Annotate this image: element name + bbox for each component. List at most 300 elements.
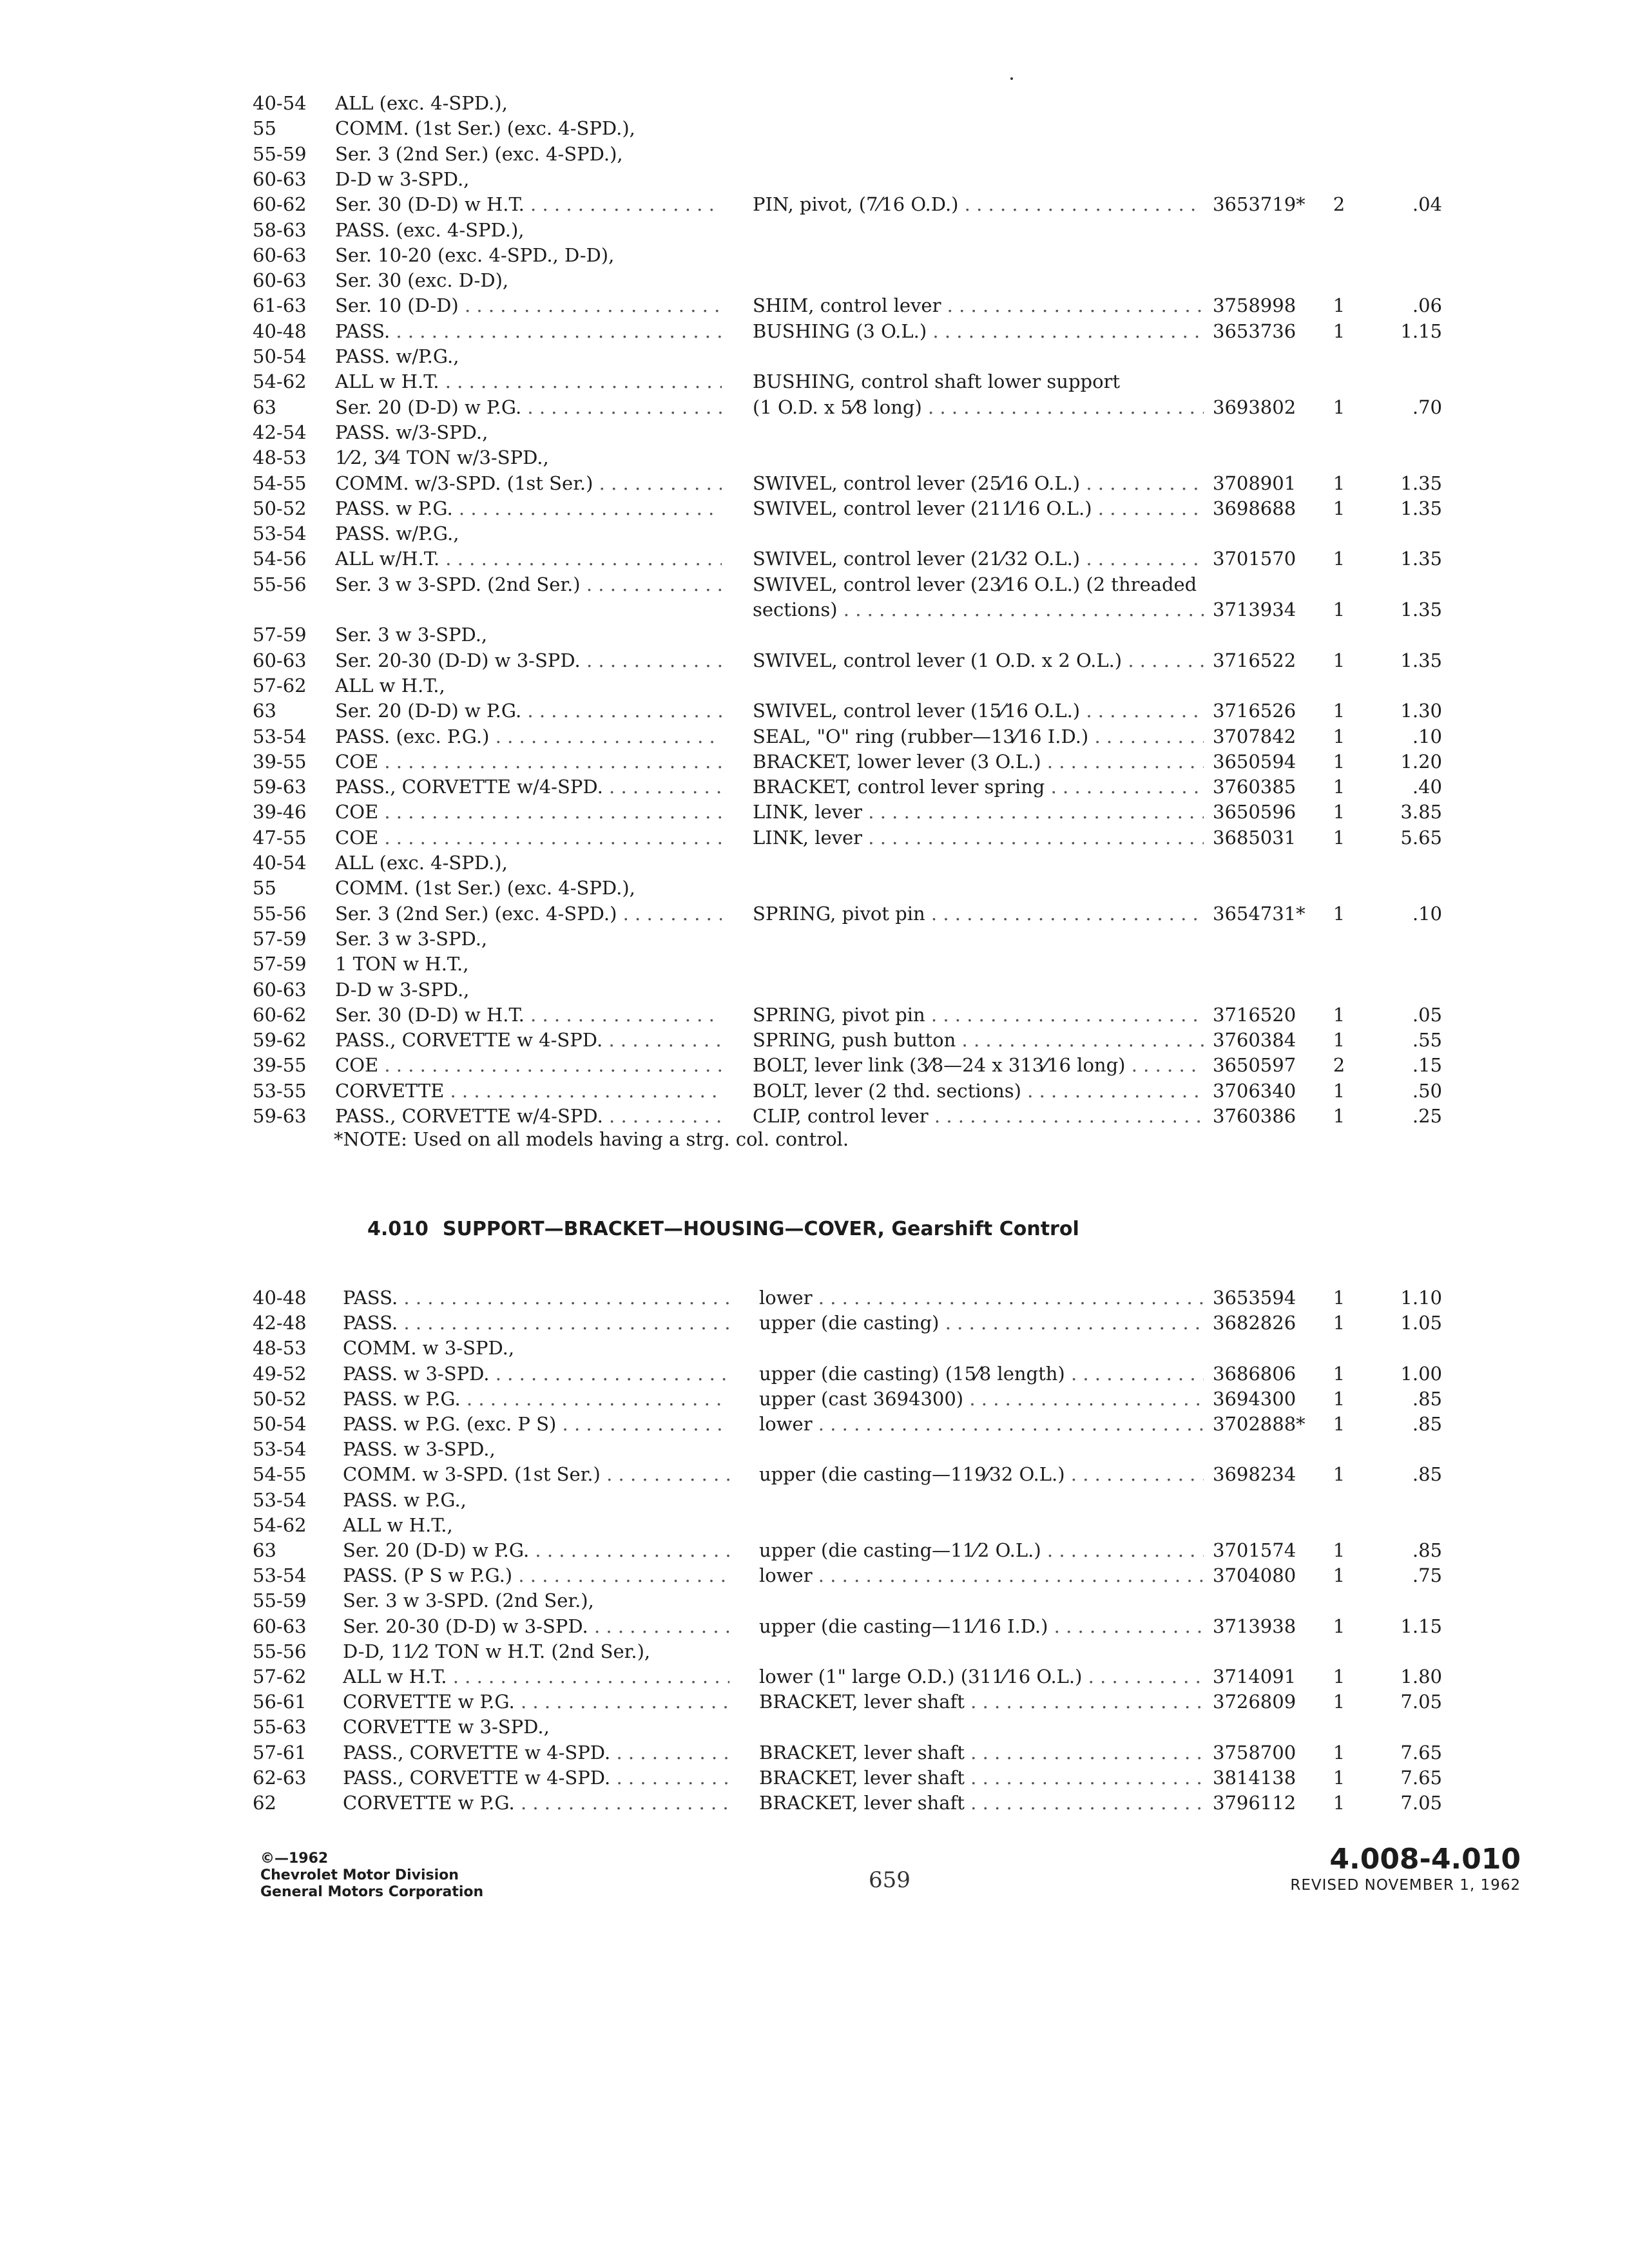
price-cell: .10 [1412,725,1442,747]
model-cell: PASS. w 3-SPD. . . . [343,1361,729,1387]
price-cell: .75 [1412,1564,1442,1587]
price-cell: 1.35 [1400,497,1442,519]
year-cell: 50-52 [253,1387,307,1410]
model-cell: COMM. w/3-SPD. (1st Ser.) . . . [335,470,722,496]
quantity-cell: 1 [1333,396,1345,418]
table-row [0,698,1629,724]
year-cell: 55-56 [253,1640,307,1662]
division-name: Chevrolet Motor Division [260,1867,459,1883]
part-number-cell: 3713938 [1213,1615,1296,1637]
model-cell: PASS. w P.G. (exc. P S) . . . [343,1411,729,1437]
year-cell: 59-63 [253,1105,307,1127]
quantity-cell: 1 [1333,1564,1345,1587]
part-number-cell: 3707842 [1213,725,1296,747]
year-cell: 55 [253,117,276,140]
model-cell: PASS., CORVETTE w 4-SPD. . . . [343,1740,729,1765]
table-row [0,343,1629,369]
part-number-cell: 3653594 [1213,1287,1296,1309]
part-number-cell: 3758998 [1213,294,1296,317]
table-row [0,850,1629,876]
model-cell: PASS. w/P.G., [335,523,459,545]
price-cell: 1.20 [1400,750,1442,773]
year-cell: 47-55 [253,826,307,849]
quantity-cell: 1 [1333,826,1345,849]
model-cell: Ser. 3 w 3-SPD., [335,624,488,646]
table-row [0,977,1629,1003]
table-row [0,419,1629,445]
table-row [0,1285,1629,1311]
table-row [0,774,1629,800]
part-cell: sections) . . . [753,597,1204,622]
model-cell: Ser. 30 (D-D) w H.T. . . . [335,1002,722,1028]
publisher-block [260,1850,483,1901]
part-cell: SWIVEL, control lever (211⁄16 O.L.) . . . [753,495,1204,521]
quantity-cell: 1 [1333,497,1345,519]
table-row [0,1386,1629,1412]
model-cell: CORVETTE w 3-SPD., [343,1716,550,1738]
table-row [0,724,1629,749]
table-row [0,1487,1629,1513]
table-row [0,1639,1629,1664]
part-number-cell: 3760384 [1213,1029,1296,1052]
quantity-cell: 1 [1333,1741,1345,1763]
model-cell: PASS. . . . [343,1310,729,1336]
table-row [0,1027,1629,1053]
part-cell: upper (cast 3694300) . . . [759,1386,1204,1412]
part-cell: CLIP, control lever . . . [753,1103,1204,1129]
model-cell: ALL w H.T., [335,674,445,697]
part-number-cell: 3693802 [1213,396,1296,418]
price-cell: 1.35 [1400,472,1442,494]
table-row [0,1689,1629,1715]
model-cell: PASS. w P.G. . . . [343,1386,729,1412]
year-cell: 61-63 [253,294,307,317]
model-cell: PASS., CORVETTE w 4-SPD. . . . [335,1027,722,1053]
year-cell: 54-55 [253,1463,307,1486]
year-cell: 57-59 [253,953,307,975]
table-row [0,318,1629,344]
model-cell: 1 TON w H.T., [335,953,469,975]
model-cell: COE . . . [335,825,722,850]
table-row [0,901,1629,927]
quantity-cell: 1 [1333,725,1345,747]
part-number-cell: 3706340 [1213,1079,1296,1102]
model-cell: D-D w 3-SPD., [335,168,470,190]
part-number-cell: 3686806 [1213,1362,1296,1385]
quantity-cell: 1 [1333,700,1345,722]
table-row [0,1361,1629,1387]
table-row [0,1588,1629,1613]
quantity-cell: 1 [1333,1079,1345,1102]
quantity-cell: 1 [1333,599,1345,620]
model-cell: PASS. (exc. 4-SPD.), [335,218,525,241]
model-cell: Ser. 10 (D-D) . . . [335,293,722,318]
model-cell: D-D, 11⁄2 TON w H.T. (2nd Ser.), [343,1640,651,1662]
year-cell: 53-54 [253,523,307,545]
model-cell: COMM. (1st Ser.) (exc. 4-SPD.), [335,117,635,140]
part-cell: upper (die casting—11⁄2 O.L.) . . . [759,1537,1204,1563]
year-cell: 55-63 [253,1716,307,1738]
table-row [0,951,1629,977]
table-row [0,546,1629,572]
corporation-name: General Motors Corporation [260,1884,484,1900]
year-cell: 60-63 [253,978,307,1001]
model-cell: COMM. (1st Ser.) (exc. 4-SPD.), [335,877,635,899]
part-cell: lower . . . [759,1562,1204,1588]
model-cell: PASS., CORVETTE w 4-SPD. . . . [343,1765,729,1791]
part-number-cell: 3714091 [1213,1666,1296,1687]
model-cell: Ser. 10-20 (exc. 4-SPD., D-D), [335,244,615,266]
table-row [0,166,1629,192]
model-cell: PASS. w 3-SPD., [343,1438,496,1461]
year-cell: 42-48 [253,1312,307,1334]
footnote: *NOTE: Used on all models having a strg. col. control. [334,1128,849,1150]
quantity-cell: 1 [1333,649,1345,671]
model-cell: D-D w 3-SPD., [335,978,470,1001]
table-row [0,1765,1629,1791]
part-number-cell: 3796112 [1213,1792,1296,1814]
part-cell: upper (die casting) . . . [759,1310,1204,1336]
model-cell: CORVETTE w P.G. . . . [343,1790,729,1816]
year-cell: 39-46 [253,801,307,823]
model-cell: PASS. (P S w P.G.) . . . [343,1562,729,1588]
year-cell: 55-56 [253,902,307,925]
year-cell: 60-62 [253,1003,307,1026]
year-cell: 60-63 [253,269,307,292]
price-cell: .40 [1412,776,1442,798]
price-cell: 5.65 [1400,826,1442,849]
table-row [0,1613,1629,1639]
part-cell: BOLT, lever link (3⁄8—24 x 313⁄16 long) . . . [753,1052,1204,1078]
quantity-cell: 1 [1333,1003,1345,1026]
model-cell: ALL w H.T., [343,1514,453,1536]
part-cell: SPRING, push button . . . [753,1027,1204,1053]
part-number-cell: 3682826 [1213,1312,1296,1334]
table-row [0,1103,1629,1129]
year-cell: 48-53 [253,447,307,469]
quantity-cell: 1 [1333,750,1345,773]
quantity-cell: 1 [1333,1766,1345,1789]
year-cell: 40-48 [253,1287,307,1309]
year-cell: 63 [253,396,276,418]
model-cell: PASS. (exc. P.G.) . . . [335,724,722,749]
part-cell: upper (die casting—119⁄32 O.L.) . . . [759,1461,1204,1487]
part-number-cell: 3650596 [1213,801,1296,823]
model-cell: PASS. w P.G. . . . [335,495,722,521]
part-number-cell: 3760386 [1213,1105,1296,1127]
price-cell: .05 [1412,1003,1442,1026]
year-cell: 53-55 [253,1079,307,1102]
year-cell: 63 [253,700,276,722]
table-row [0,572,1629,597]
year-cell: 40-54 [253,92,307,114]
year-cell: 62 [253,1792,276,1814]
price-cell: .04 [1412,193,1442,216]
year-cell: 54-56 [253,548,307,570]
model-cell: ALL (exc. 4-SPD.), [335,852,508,874]
table-row [0,369,1629,394]
model-cell: Ser. 20 (D-D) w P.G. . . . [335,698,722,724]
quantity-cell: 1 [1333,1792,1345,1814]
quantity-cell: 2 [1333,193,1345,216]
price-cell: .70 [1412,396,1442,418]
model-cell: Ser. 3 (2nd Ser.) (exc. 4-SPD.), [335,142,623,165]
table-row [0,673,1629,698]
quantity-cell: 1 [1333,472,1345,494]
year-cell: 60-62 [253,193,307,216]
year-cell: 49-52 [253,1362,307,1385]
price-cell: 3.85 [1400,801,1442,823]
part-number-cell: 3653719* [1213,193,1306,216]
quantity-cell: 1 [1333,1387,1345,1410]
price-cell: 7.65 [1400,1766,1442,1789]
part-cell: BRACKET, lever shaft . . . [759,1740,1204,1765]
part-cell: SWIVEL, control lever (15⁄16 O.L.) . . . [753,698,1204,724]
table-row [0,115,1629,141]
part-cell: LINK, lever . . . [753,825,1204,850]
table-row [0,1436,1629,1462]
quantity-cell: 1 [1333,1666,1345,1687]
table-row [0,242,1629,268]
part-cell: SWIVEL, control lever (21⁄32 O.L.) . . . [753,546,1204,572]
year-cell: 39-55 [253,1054,307,1077]
table-row [0,1078,1629,1104]
model-cell: ALL (exc. 4-SPD.), [335,92,508,114]
price-cell: 1.35 [1400,649,1442,671]
price-cell: .10 [1412,902,1442,925]
quantity-cell: 1 [1333,294,1345,317]
year-cell: 54-55 [253,472,307,494]
year-cell: 48-53 [253,1337,307,1360]
table-row [0,1664,1629,1689]
table-row [0,267,1629,293]
table-row [0,799,1629,825]
quantity-cell: 1 [1333,902,1345,925]
year-cell: 59-63 [253,776,307,798]
model-cell: Ser. 3 w 3-SPD., [335,927,488,950]
section-footer [1290,1843,1521,1894]
model-cell: PASS., CORVETTE w/4-SPD. . . . [335,1103,722,1129]
model-cell: PASS. w/P.G., [335,345,459,367]
year-cell: 53-54 [253,725,307,747]
model-cell: Ser. 20-30 (D-D) w 3-SPD. . . . [335,648,722,673]
year-cell: 57-62 [253,674,307,697]
copyright: ©—1962 [260,1850,329,1867]
quantity-cell: 1 [1333,1691,1345,1713]
part-number-cell: 3702888* [1213,1413,1306,1435]
model-cell: PASS., CORVETTE w/4-SPD. . . . [335,774,722,800]
table-row [0,1537,1629,1563]
year-cell: 53-54 [253,1564,307,1587]
part-number-cell: 3758700 [1213,1741,1296,1763]
part-cell: upper (die casting) (15⁄8 length) . . . [759,1361,1204,1387]
part-number-cell: 3698688 [1213,497,1296,519]
year-cell: 57-59 [253,624,307,646]
model-cell: COMM. w 3-SPD., [343,1337,515,1360]
quantity-cell: 1 [1333,776,1345,798]
part-cell: BRACKET, lever shaft . . . [759,1689,1204,1715]
table-row [0,749,1629,774]
table-row [0,597,1629,622]
year-cell: 40-54 [253,852,307,874]
price-cell: .85 [1412,1463,1442,1486]
part-cell: BUSHING, control shaft lower support [753,370,1121,393]
table-row [0,445,1629,470]
price-cell: .85 [1412,1387,1442,1410]
price-cell: 7.05 [1400,1691,1442,1713]
quantity-cell: 1 [1333,1362,1345,1385]
year-cell: 54-62 [253,370,307,393]
part-cell: lower . . . [759,1285,1204,1311]
model-cell: Ser. 30 (exc. D-D), [335,269,509,292]
part-cell: lower . . . [759,1411,1204,1437]
model-cell: ALL w/H.T. . . . [335,546,722,572]
year-cell: 42-54 [253,421,307,443]
quantity-cell: 1 [1333,1615,1345,1637]
table-row [0,1461,1629,1487]
model-cell: COMM. w 3-SPD. (1st Ser.) . . . [343,1461,729,1487]
model-cell: COE . . . [335,749,722,774]
part-cell: lower (1" large O.D.) (311⁄16 O.L.) . . . [759,1664,1204,1689]
part-number-cell: 3814138 [1213,1766,1296,1789]
table-row [0,1310,1629,1336]
year-cell: 60-63 [253,244,307,266]
part-number-cell: 3708901 [1213,472,1296,494]
quantity-cell: 1 [1333,1287,1345,1309]
model-cell: Ser. 3 w 3-SPD. (2nd Ser.) . . . [335,572,722,597]
price-cell: 1.35 [1400,548,1442,570]
model-cell: COE . . . [335,1052,722,1078]
quantity-cell: 1 [1333,320,1345,342]
part-cell: SPRING, pivot pin . . . [753,1002,1204,1028]
revision-date: REVISED NOVEMBER 1, 1962 [1290,1877,1521,1894]
speck [1010,77,1013,80]
table-row [0,1790,1629,1816]
model-cell: PASS. w P.G., [343,1488,467,1511]
year-cell: 55-59 [253,1590,307,1612]
quantity-cell: 2 [1333,1054,1345,1077]
price-cell: .55 [1412,1029,1442,1052]
part-number-cell: 3701574 [1213,1539,1296,1561]
price-cell: .50 [1412,1079,1442,1102]
year-cell: 55-56 [253,573,307,595]
section-title: SUPPORT—BRACKET—HOUSING—COVER, Gearshift Control [442,1218,1079,1240]
part-number-cell: 3650597 [1213,1054,1296,1077]
part-cell: BRACKET, lever shaft . . . [759,1790,1204,1816]
table-row [0,521,1629,546]
year-cell: 57-59 [253,927,307,950]
part-number-cell: 3650594 [1213,750,1296,773]
table-row [0,926,1629,952]
year-cell: 39-55 [253,750,307,773]
section-number: 4.010 [367,1218,429,1240]
part-number-cell: 3653736 [1213,320,1296,342]
year-cell: 57-61 [253,1741,307,1763]
price-cell: 1.15 [1400,320,1442,342]
part-number-cell: 3713934 [1213,599,1296,620]
part-number-cell: 3716522 [1213,649,1296,671]
year-cell: 40-48 [253,320,307,342]
part-cell: upper (die casting—11⁄16 I.D.) . . . [759,1613,1204,1639]
model-cell: ALL w H.T. . . . [335,369,722,394]
part-number-cell: 3654731* [1213,902,1306,925]
quantity-cell: 1 [1333,548,1345,570]
section-heading [367,1216,1079,1242]
table-row [0,90,1629,116]
model-cell: ALL w H.T. . . . [343,1664,729,1689]
page-number: 659 [869,1867,911,1893]
table-row [0,1411,1629,1437]
table-row [0,495,1629,521]
model-cell: CORVETTE w P.G. . . . [343,1689,729,1715]
part-number-cell: 3698234 [1213,1463,1296,1486]
price-cell: 1.00 [1400,1362,1442,1385]
part-number-cell: 3716520 [1213,1003,1296,1026]
model-cell: Ser. 30 (D-D) w H.T. . . . [335,191,722,217]
year-cell: 58-63 [253,218,307,241]
table-row [0,648,1629,673]
table-row [0,293,1629,318]
model-cell: 1⁄2, 3⁄4 TON w/3-SPD., [335,447,549,469]
price-cell: 7.65 [1400,1741,1442,1763]
table-row [0,1512,1629,1538]
table-row [0,622,1629,648]
year-cell: 55 [253,877,276,899]
price-cell: 1.15 [1400,1615,1442,1637]
price-cell: .85 [1412,1539,1442,1561]
part-cell: SHIM, control lever . . . [753,293,1204,318]
quantity-cell: 1 [1333,1105,1345,1127]
year-cell: 63 [253,1539,276,1561]
price-cell: 1.80 [1400,1666,1442,1687]
year-cell: 50-54 [253,345,307,367]
part-number-cell: 3716526 [1213,700,1296,722]
table-row [0,217,1629,243]
quantity-cell: 1 [1333,1312,1345,1334]
model-cell: COE . . . [335,799,722,825]
part-number-cell: 3704080 [1213,1564,1296,1587]
year-cell: 59-62 [253,1029,307,1052]
section-range: 4.008-4.010 [1329,1843,1521,1876]
price-cell: 1.30 [1400,700,1442,722]
year-cell: 55-59 [253,142,307,165]
table-row [0,875,1629,901]
table-row [0,1714,1629,1740]
year-cell: 53-54 [253,1488,307,1511]
price-cell: .15 [1412,1054,1442,1077]
part-number-cell: 3760385 [1213,776,1296,798]
model-cell: Ser. 20 (D-D) w P.G. . . . [335,394,722,420]
year-cell: 57-62 [253,1666,307,1687]
table-row [0,1052,1629,1078]
part-cell: SWIVEL, control lever (1 O.D. x 2 O.L.) . . . [753,648,1204,673]
model-cell: Ser. 20-30 (D-D) w 3-SPD. . . . [343,1613,729,1639]
part-number-cell: 3726809 [1213,1691,1296,1713]
part-cell: (1 O.D. x 5⁄8 long) . . . [753,394,1204,420]
table-row [0,1562,1629,1588]
part-cell: BRACKET, lower lever (3 O.L.) . . . [753,749,1204,774]
price-cell: 1.10 [1400,1287,1442,1309]
price-cell: .85 [1412,1413,1442,1435]
model-cell: CORVETTE . . . [335,1078,722,1104]
quantity-cell: 1 [1333,1539,1345,1561]
table-row [0,1335,1629,1361]
model-cell: Ser. 3 w 3-SPD. (2nd Ser.), [343,1590,594,1612]
year-cell: 62-63 [253,1766,307,1789]
quantity-cell: 1 [1333,1413,1345,1435]
year-cell: 53-54 [253,1438,307,1461]
table-row [0,1002,1629,1028]
